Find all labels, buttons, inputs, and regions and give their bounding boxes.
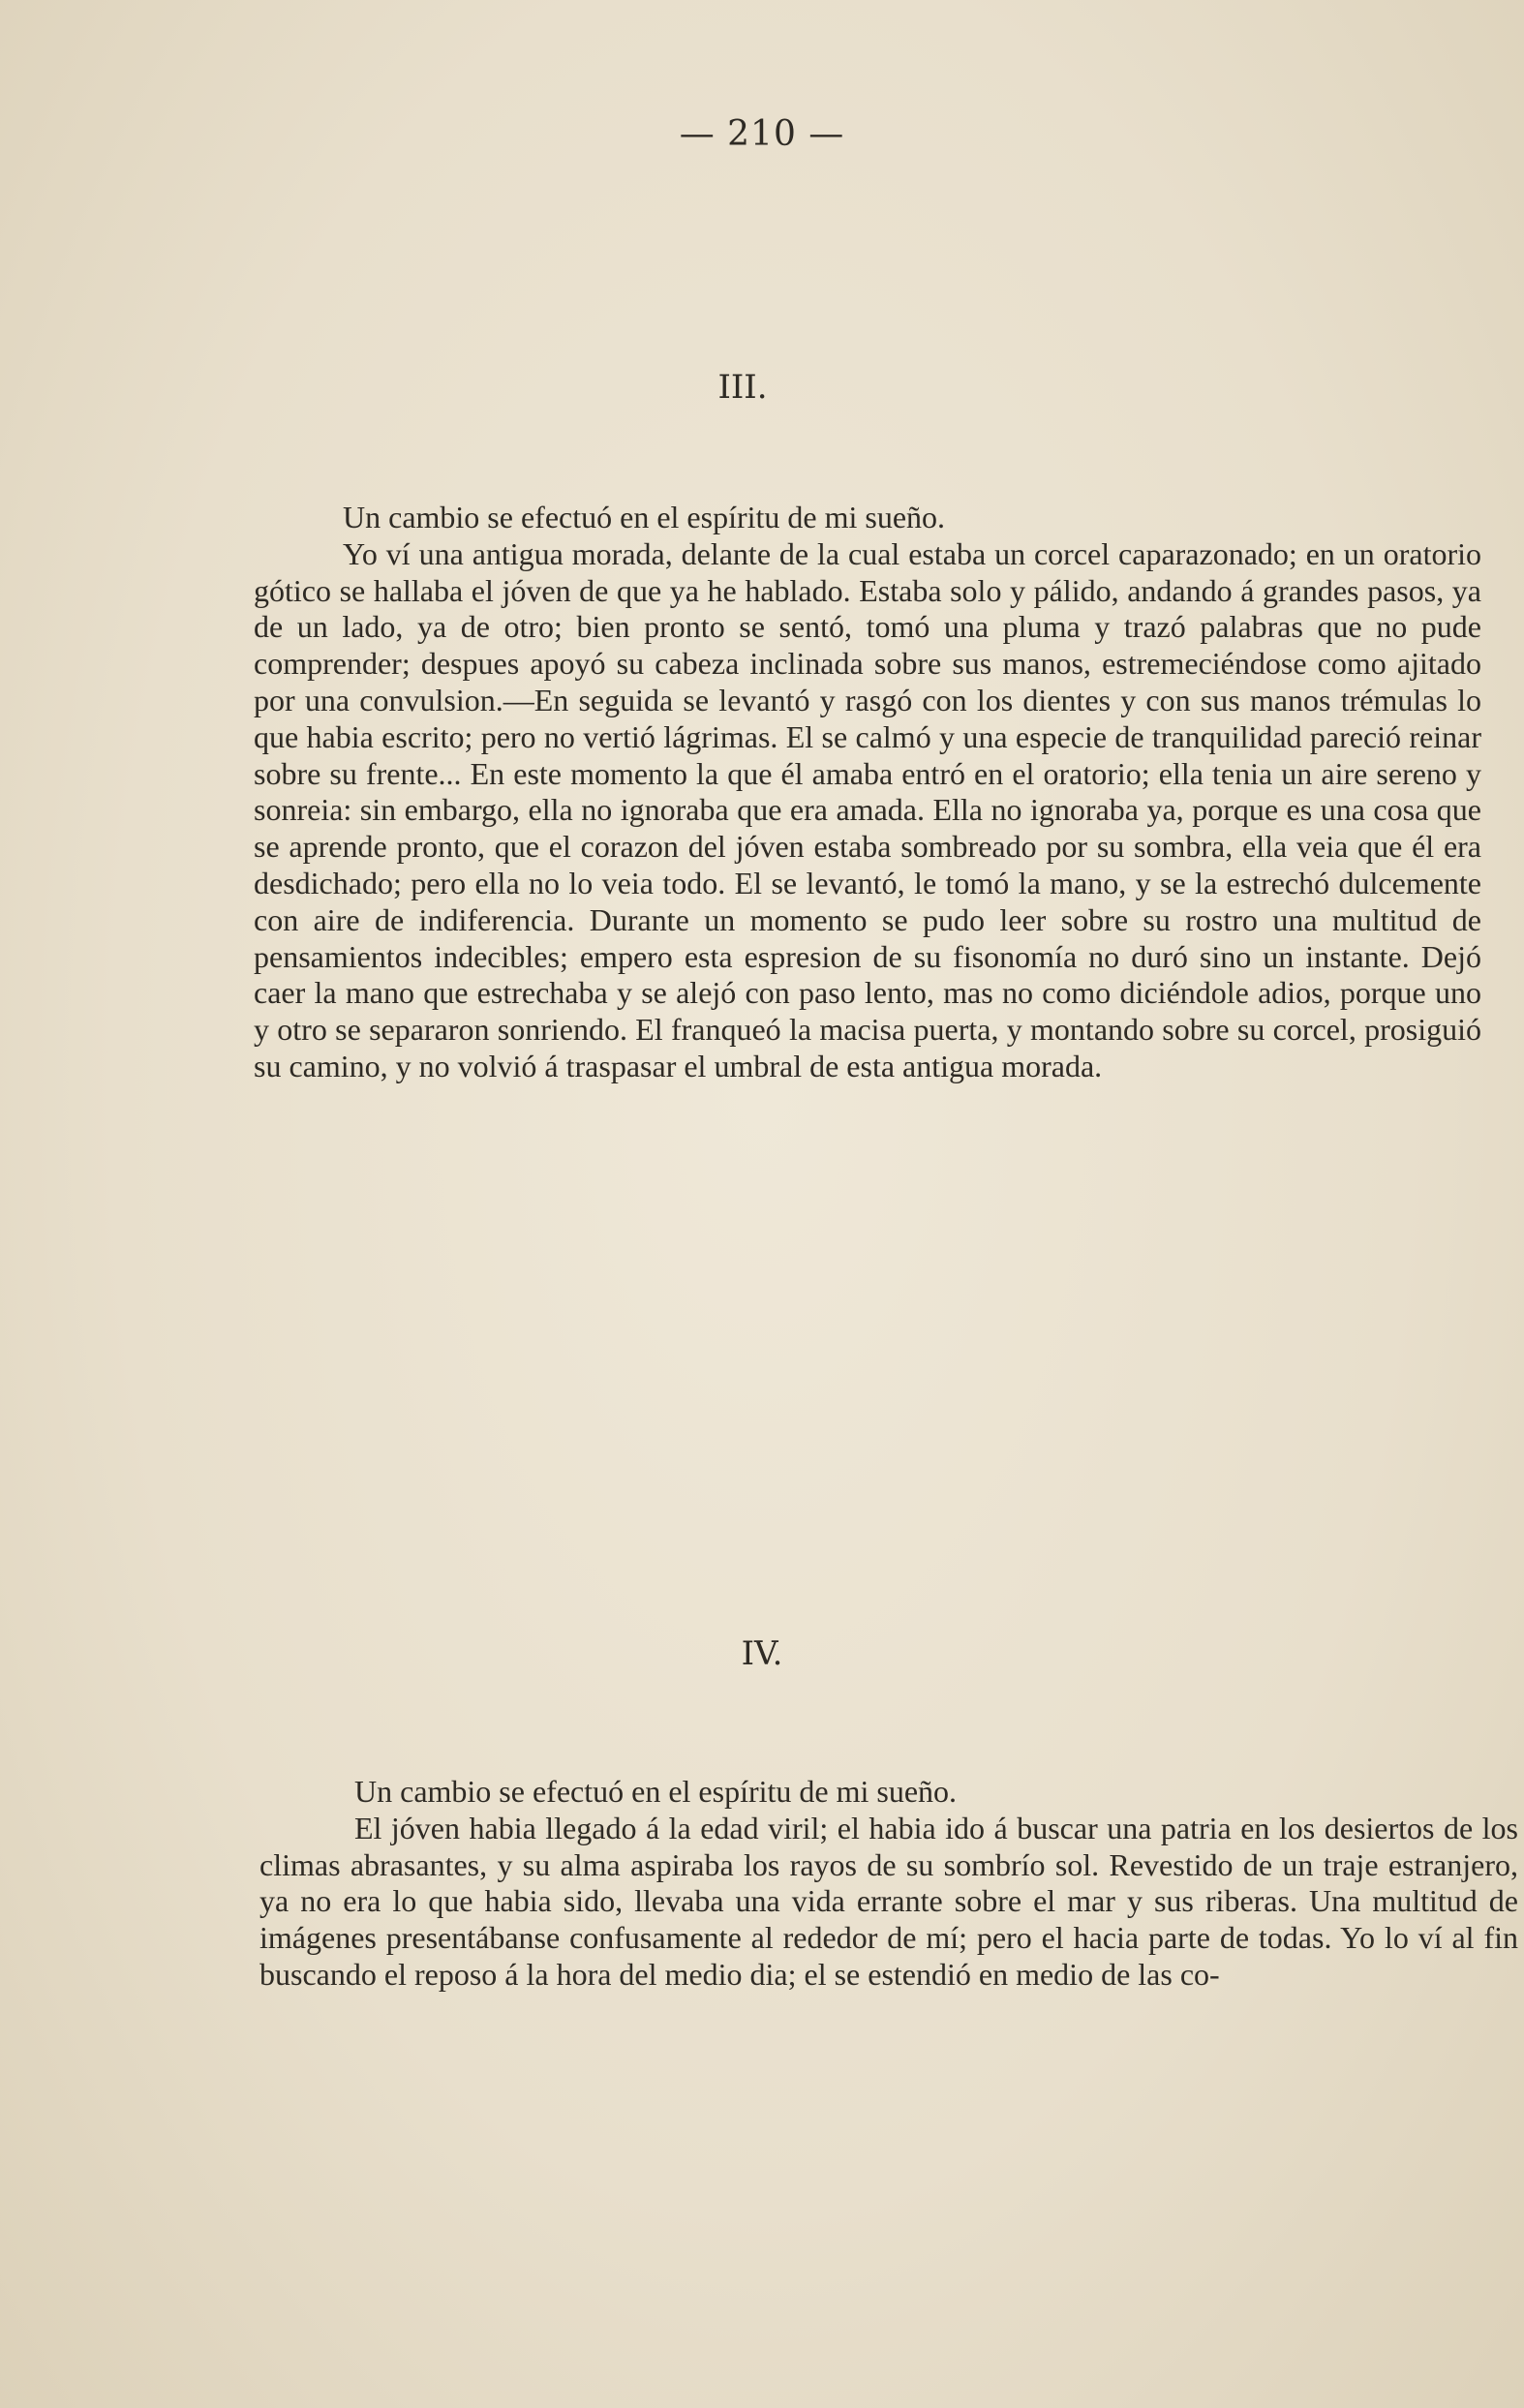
paragraph: Un cambio se efectuó en el espíritu de mi sueño.	[343, 500, 946, 534]
section-body-iv	[259, 1774, 1518, 1994]
section-heading-iv: IV.	[741, 1634, 783, 1673]
page-number: — 210 —	[679, 114, 845, 154]
section-body-iii	[254, 500, 1481, 1085]
section-heading-iii: III.	[717, 368, 768, 407]
paragraph: El jóven habia llegado á la edad viril; el habia ido á buscar una patria en los desiertos de los climas abrasantes, y su alma aspiraba los rayos de su sombrío sol. Revestido de un traje estranjero, ya no era lo que habia sido, llevaba una vida errante sobre el mar y sus riberas. Una multitud de imágenes presentábanse confusamente al rededor de mí; pero el hacia parte de todas. Yo lo ví al fin buscando el reposo á la hora del medio dia; el se estendió en medio de las co-	[259, 1810, 1518, 1992]
paragraph: Yo ví una antigua morada, delante de la cual estaba un corcel caparazonado; en un oratorio gótico se hallaba el jóven de que ya he hablado. Estaba solo y pálido, andando á grandes pasos, ya de un lado, ya de otro; bien pronto se sentó, tomó una pluma y trazó palabras que no pude comprender; despues apoyó su cabeza inclinada sobre sus manos, estremeciéndose como ajitado por una convulsion.—En seguida se levantó y rasgó con los dientes y con sus manos trémulas lo que habia escrito; pero no vertió lágrimas. El se calmó y una especie de tranquilidad pareció reinar sobre su frente... En este momento la que él amaba entró en el oratorio; ella tenia un aire sereno y sonreia: sin embargo, ella no ignoraba que era amada. Ella no ignoraba ya, porque es una cosa que se aprende pronto, que el corazon del jóven estaba sombreado por su sombra, ella veia que él era desdichado; pero ella no lo veia todo. El se levantó, le tomó la mano, y se la estrechó dulcemente con aire de indiferencia. Durante un momento se pudo leer sobre su rostro una multitud de pensamientos indecibles; empero esta espresion de su fisonomía no duró sino un instante. Dejó caer la mano que estrechaba y se alejó con paso lento, mas no como diciéndole adios, porque uno y otro se separaron sonriendo. El franqueó la macisa puerta, y montando sobre su corcel, prosiguió su camino, y no volvió á traspasar el umbral de esta antigua morada.	[254, 535, 1481, 1083]
paragraph: Un cambio se efectuó en el espíritu de mi sueño.	[354, 1774, 958, 1809]
